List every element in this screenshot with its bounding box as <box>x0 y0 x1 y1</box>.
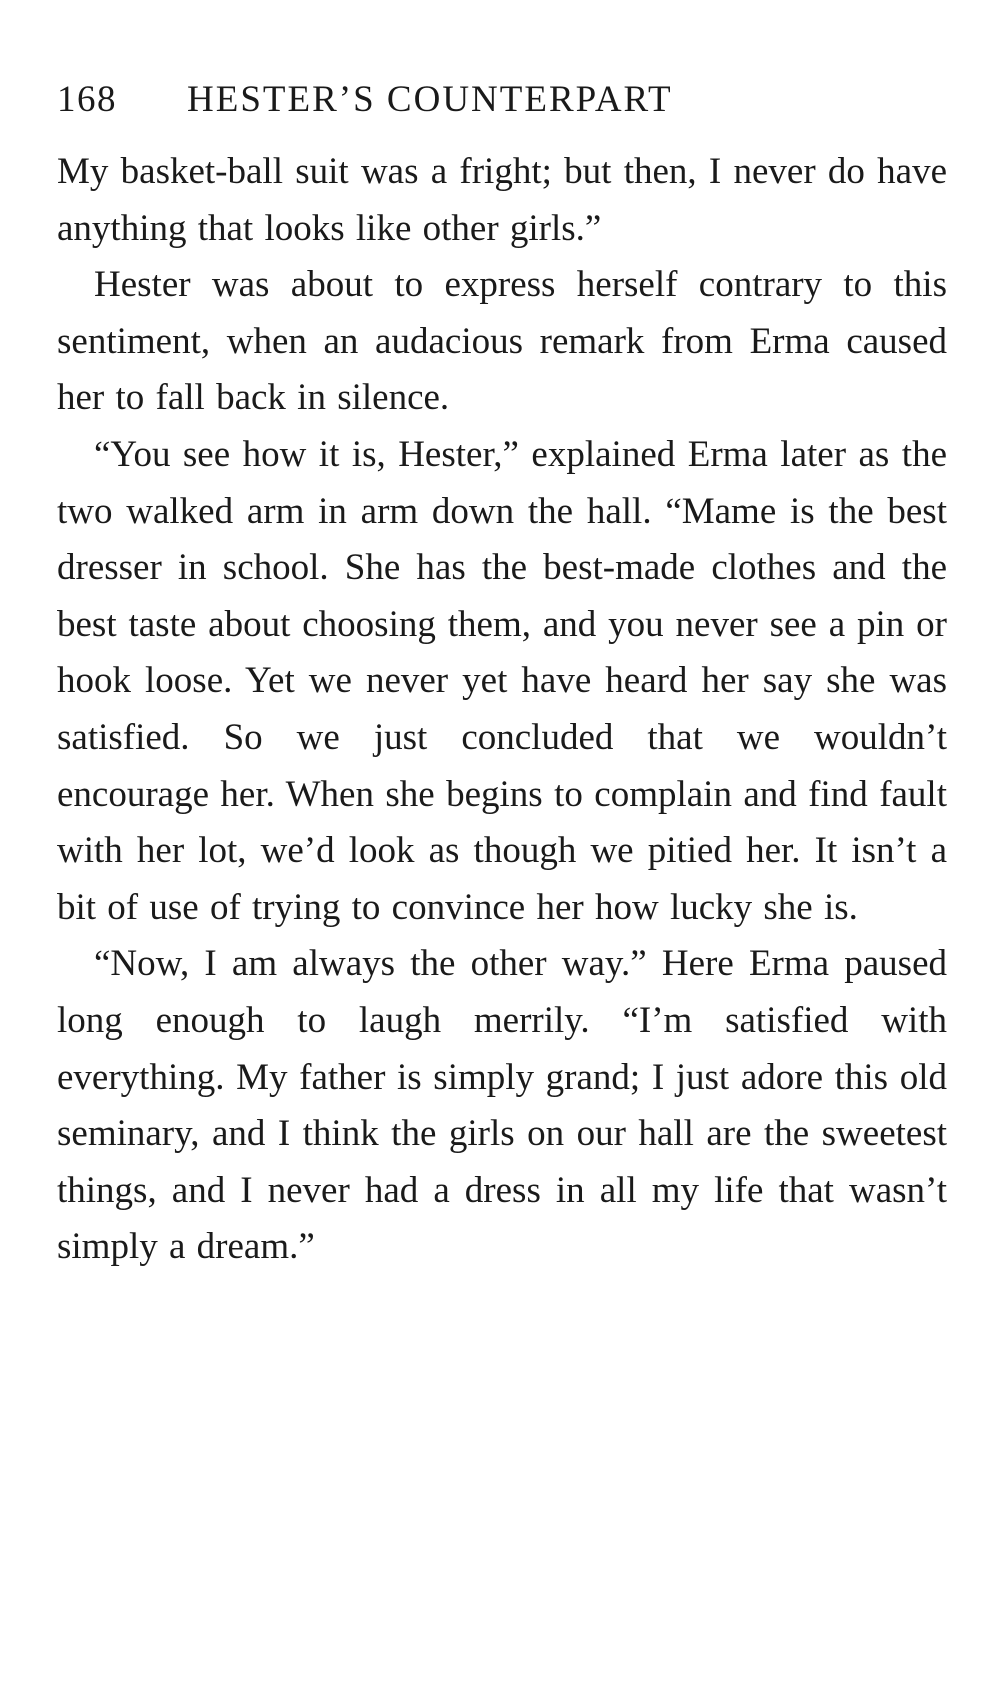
page-number: 168 <box>57 79 117 120</box>
running-header <box>57 78 947 138</box>
paragraph-4: “Now, I am always the other way.” Here Erma paused long enough to laugh merrily. “I’m satisfied with everything. My father is simply grand; I just adore this old seminary, and I think the girls on our hall are the sweetest things, and I never had a dress in all my life that wasn’t simply a dream.” <box>57 943 947 1268</box>
body-text <box>57 144 947 1276</box>
paragraph-1: My basket-ball suit was a fright; but then, I never do have anything that looks like other girls.” <box>57 151 947 249</box>
paragraph-2: Hester was about to express herself contrary to this sentiment, when an audacious remark from Erma caused her to fall back in silence. <box>57 264 947 419</box>
book-page <box>57 78 947 1276</box>
running-title: HESTER’S COUNTERPART <box>187 79 673 120</box>
paragraph-3: “You see how it is, Hester,” explained Erma later as the two walked arm in arm down the hall. “Mame is the best dresser in school. She has the best-made clothes and the best taste about choosing them, and you never see a pin or hook loose. Yet we never yet have heard her say she was satisfied. So we just concluded that we wouldn’t encourage her. When she begins to complain and find fault with her lot, we’d look as though we pitied her. It isn’t a bit of use of trying to convince her how lucky she is. <box>57 433 947 928</box>
